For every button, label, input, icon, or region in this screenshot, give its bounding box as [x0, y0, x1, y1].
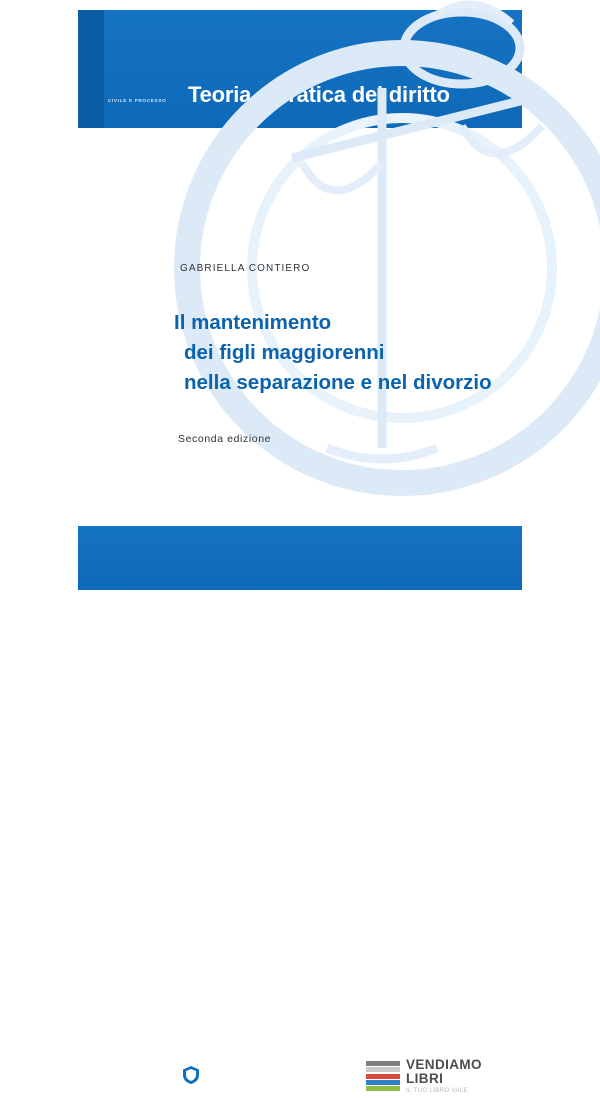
cover-title — [174, 308, 514, 398]
badge-line-1: VENDIAMO — [406, 1057, 482, 1073]
badge-line-2: LIBRI — [406, 1070, 444, 1086]
publisher-name: Giuffrè Editore — [212, 1066, 316, 1083]
vendiamolibri-badge[interactable] — [360, 1054, 508, 1098]
badge-bars-icon — [366, 1061, 400, 1091]
badge-line-3: IL TUO LIBRO VALE — [406, 1087, 469, 1094]
series-title: Teoria e pratica del diritto — [188, 82, 450, 107]
cover-author: GABRIELLA CONTIERO — [180, 263, 311, 274]
title-line-3: nella separazione e nel divorzio — [184, 371, 492, 394]
cover-spine-strip — [78, 10, 104, 128]
cover-body — [78, 128, 522, 526]
giuffre-emblem-icon — [178, 1062, 204, 1088]
title-line-2: dei figli maggiorenni — [184, 341, 385, 364]
cover-bottom-band — [78, 526, 522, 1094]
title-line-1: Il mantenimento — [174, 311, 332, 334]
cover-top-band — [78, 10, 522, 128]
cover-edition: Seconda edizione — [178, 433, 272, 445]
badge-text — [406, 1058, 482, 1094]
book-cover — [78, 10, 522, 1094]
series-label: CIVILE E PROCESSO — [108, 98, 167, 103]
publisher-logo — [178, 1062, 316, 1088]
